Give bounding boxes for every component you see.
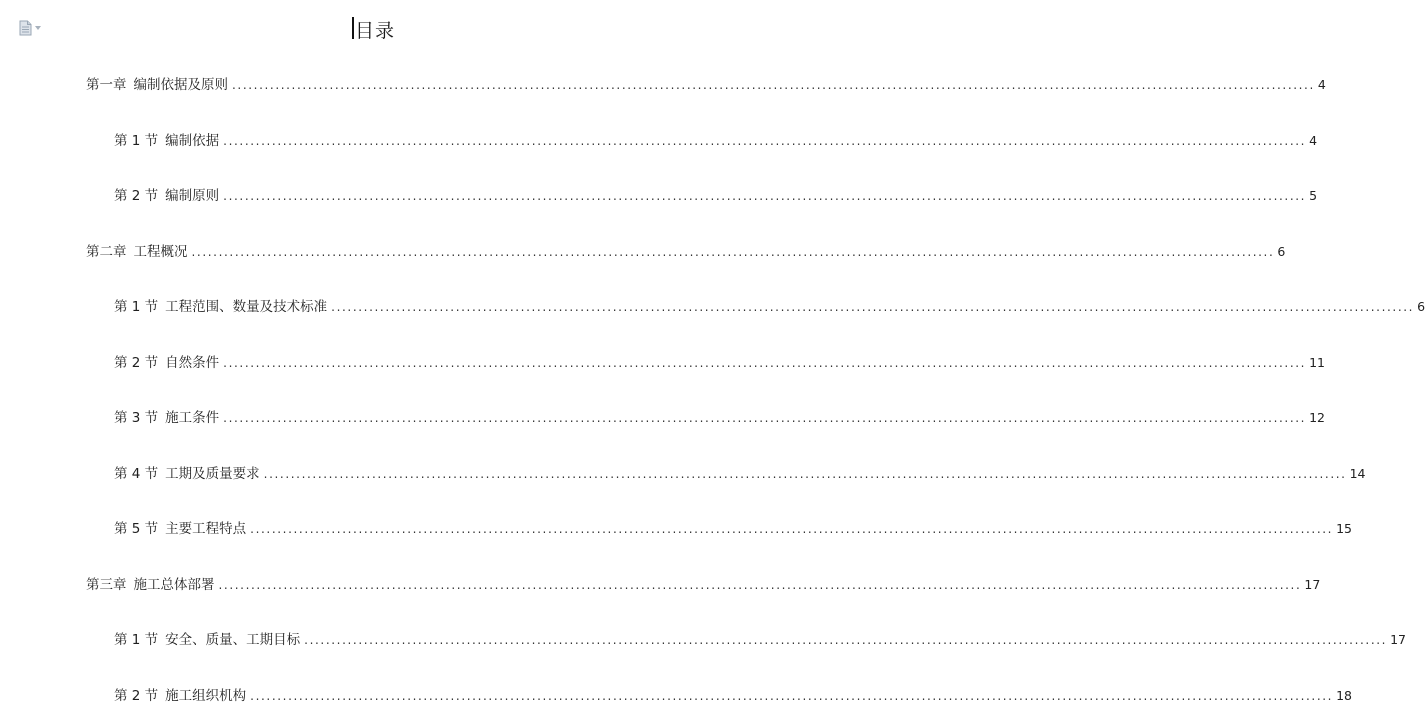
toc-section-entry[interactable] (114, 631, 1406, 649)
toc-dot-leader: ........................................................................................................................................................................................................ (263, 466, 1347, 481)
toc-section-entry[interactable] (114, 520, 1352, 538)
toc-page-number: 14 (1349, 465, 1366, 481)
toc-dot-leader: ........................................................................................................................................................................................................ (250, 688, 1334, 703)
toc-entry-number: 第二章 (86, 243, 127, 260)
document-icon (19, 20, 32, 36)
toc-entry-number: 第 2 节 (114, 687, 159, 704)
toc-entry-label (86, 576, 215, 594)
toc-entry-label (114, 631, 300, 649)
toc-entry-number: 第 2 节 (114, 188, 159, 204)
toc-dot-leader: ........................................................................................................................................................................................................ (191, 244, 1275, 259)
toc-entry-label (86, 76, 228, 94)
toc-page-number: 6 (1277, 243, 1286, 259)
toc-entry-label (114, 409, 219, 427)
toc-entry-title: 自然条件 (165, 354, 220, 371)
toc-entry-title: 编制原则 (165, 188, 220, 204)
toc-page-number: 4 (1309, 132, 1318, 148)
text-cursor (352, 17, 354, 39)
toc-chapter-entry[interactable] (86, 576, 1321, 594)
toc-section-entry[interactable] (114, 687, 1352, 705)
toc-page-number: 4 (1317, 77, 1326, 92)
toc-entry-title: 编制依据 (165, 132, 220, 149)
toc-chapter-entry[interactable] (86, 243, 1286, 261)
toc-page-number: 5 (1309, 188, 1318, 203)
toc-page-number: 15 (1336, 521, 1352, 536)
toc-page-number: 11 (1309, 354, 1325, 370)
toc-dot-leader: ........................................................................................................................................................................................................ (223, 189, 1307, 203)
toc-page-number: 17 (1304, 576, 1321, 592)
toc-page-number: 12 (1309, 410, 1325, 425)
toc-entry-number: 第 4 节 (114, 465, 159, 482)
toc-entry-number: 第三章 (86, 576, 127, 593)
toc-entry-title: 施工条件 (165, 410, 220, 426)
toc-entry-label (114, 187, 219, 205)
toc-dot-leader: ........................................................................................................................................................................................................ (223, 355, 1307, 370)
toc-entry-number: 第 5 节 (114, 521, 159, 537)
toc-entry-title: 工程概况 (133, 243, 188, 260)
toc-section-entry[interactable] (114, 465, 1366, 483)
document-menu-button[interactable] (19, 20, 41, 36)
toc-entry-title: 编制依据及原则 (133, 77, 228, 93)
toc-entry-title: 主要工程特点 (165, 521, 247, 537)
toc-entry-label (114, 354, 219, 372)
toc-chapter-entry[interactable] (86, 76, 1326, 94)
toc-dot-leader: ........................................................................................................................................................................................................ (218, 577, 1302, 592)
toc-dot-leader: ........................................................................................................................................................................................................ (223, 411, 1307, 425)
toc-page-number: 18 (1336, 687, 1352, 703)
toc-section-entry[interactable] (114, 409, 1325, 427)
toc-section-entry[interactable] (114, 187, 1318, 205)
toc-entry-title: 工期及质量要求 (165, 465, 260, 482)
toc-page-number: 6 (1417, 299, 1425, 314)
toc-entry-label (114, 132, 219, 150)
toc-entry-title: 施工组织机构 (165, 687, 247, 704)
toc-section-entry[interactable] (114, 354, 1325, 372)
toc-entry-title: 施工总体部署 (133, 576, 215, 593)
toc-entry-label (114, 465, 260, 483)
toc-entry-label (114, 687, 246, 705)
toc-section-entry[interactable] (114, 298, 1425, 316)
toc-entry-label (86, 243, 188, 261)
toc-entry-number: 第 2 节 (114, 354, 159, 371)
toc-dot-leader: ........................................................................................................................................................................................................ (232, 78, 1315, 92)
toc-entry-number: 第一章 (86, 77, 127, 93)
toc-entry-title: 工程范围、数量及技术标准 (165, 299, 328, 315)
toc-entry-number: 第 1 节 (114, 132, 159, 149)
toc-dot-leader: ........................................................................................................................................................................................................ (223, 133, 1307, 148)
toc-page-number: 17 (1390, 632, 1406, 647)
page-title: 目录 (355, 20, 396, 42)
toc-entry-label (114, 520, 246, 538)
toc-dot-leader: ........................................................................................................................................................................................................ (304, 633, 1388, 647)
toc-entry-number: 第 1 节 (114, 632, 159, 648)
toc-dot-leader: ........................................................................................................................................................................................................ (331, 300, 1415, 314)
toc-entry-number: 第 3 节 (114, 410, 159, 426)
toc-entry-label (114, 298, 327, 316)
toc-dot-leader: ........................................................................................................................................................................................................ (250, 522, 1334, 536)
toc-entry-number: 第 1 节 (114, 299, 159, 315)
toc-entry-title: 安全、质量、工期目标 (165, 632, 301, 648)
toc-section-entry[interactable] (114, 132, 1318, 150)
chevron-down-icon (35, 26, 41, 30)
